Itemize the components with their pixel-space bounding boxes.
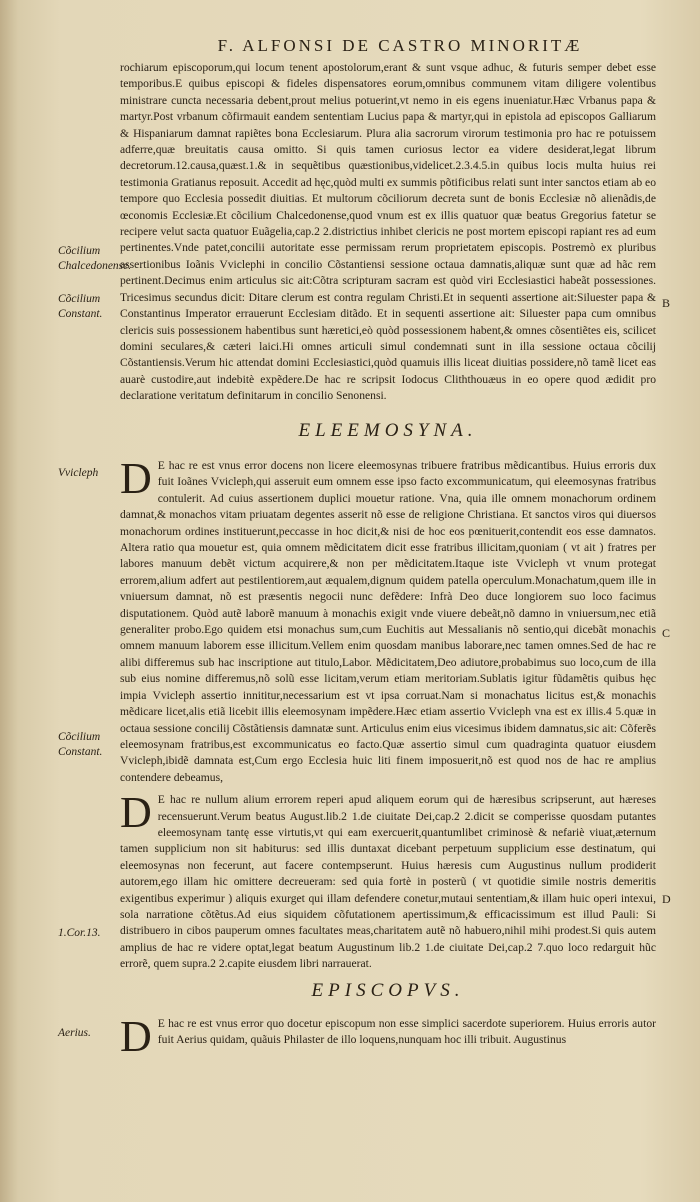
text-block-1 xyxy=(120,60,656,405)
drop-cap: D xyxy=(120,1012,152,1061)
margin-note-corinthians: 1.Cor.13. xyxy=(58,927,101,939)
drop-cap: D xyxy=(120,788,152,838)
margin-note-constant: Cõcilium Constant. xyxy=(58,293,103,320)
paragraph xyxy=(120,454,656,786)
margin-note-aerius: Aerius. xyxy=(58,1027,91,1039)
running-head: F. ALFONSI DE CASTRO MINORITÆ xyxy=(217,36,583,55)
paragraph-text: E hac re est vnus error quo docetur episcopum non esse simplici sacerdote superiorem. Huius erroris autor fuit Aerius quidam, quãuis Philaster de illo loquens,nunquam hoc illi tribuit. Augustinus xyxy=(157,1017,656,1047)
side-letter-b: B xyxy=(662,296,671,310)
paragraph-text: E hac re est vnus error docens non licere eleemosynas tribuere fratribus mẽdicantibus. Huius erroris dux fuit Ioãnes Vvicleph,qui asseruit eum omnem esse ipso facto excommunicatum, qui eleemosynas fratribus contulerit. Ad cuius assertionem duplici mouetur ratione. Vna, quia ille omnem monachorum ordinem damnat,& monachos vitam priuatam degentes asserit nõ esse de religione Christiana. Et sanctos viros qui diuersos monachorum ordines instituerunt,peccasse in hoc dicit,& nisi de hoc eos pœnituerit,contendit eos esse damnatos. Altera ratio qua mouetur est, quia omnem mẽdicitatem dicit esse fratribus illicitam,quoniam ( vt ait ) fratres per labores manuum debẽt victum acquirere,& non per mẽdicitatem.Itaque iste Vvicleph vt vnum protegat errorem,alium adfert aut pestilentiorem,aut æqualem,dignum quidem patella operculum.Monachatum,quem ille in vniuersum damnat, nõ est præsentis negocii nunc defẽdere: Infrà Deo duce longiorem suo loco facimus disputationem. Quòd autẽ laborẽ manuum à monachis exigit vnde viuere debeãt,nõ damno in vniuersum,nec etiã generaliter probo.Ego quidem etsi monachus sum,cum Euchitis aut Messalianis nõ sentio,qui dicebãt monachis omnem manuum laborem esse illicitum.Vellem enim quosdam manibus laborare,nec tamen omnes.Sed de hac re alibi differemus sub hac inscriptione aut titulo,Labor. Mẽdicitatem,Deo adiutore,probabimus suo loco,cum de illa sub eius nomine differemus,nõ solũ esse licitam,verum etiam meritoriam.Sublatis igitur fũdamẽtis quibus hęc impia Vvicleph assertio innititur,necessarium est vt ipsa corruat.Nam si monachatus licitus est,& monachis mẽdicare licet,alis etiã licebit illis eleemosynam impẽdere.Hæc etiam assertio Vvicleph vna est ex illis.4 5.quæ in octaua sessione concilij Cõstãtiensis damnatæ sunt. Articulus enim eius vicesimus ibidem damnatus,sic ait: Cõferẽs eleemosynam fratribus,est excommunicatus eo facto.Quæ assertio simul cum quadraginta quatuor eiusdem Vvicleph,ibidẽ damnata est,Cum ergo Ecclesia huic liti finem imposuerit,nõ est quod nos de hac re amplius contendere debeamus, xyxy=(120,459,656,784)
text-block-3 xyxy=(120,1012,656,1061)
paragraph: rochiarum episcoporum,qui locum tenent apostolorum,erant & sunt vsque adhuc, & futuris semper debet esse temporibus.E quibus episcopi & fideles dispensatores eorum,omnibus communem vitam diligere volentibus ministrare cuncta necessaria debent,prout melius potuerint,vt nemo in eis egens inueniatur.Hæc Vrbanus papa & martyr.Post vrbanum cõfirmauit eandem sententiam Lucius papa & martyr,qui in epistola ad episcopos Galliarum & Hispaniarum damnat rapiẽtes bona Ecclesiarum. Plura alia sacrorum virorum testimonia pro hac re potuissem adferre,quæ breuitatis causa omitto. Si quis tamen curiosus lector ea videre desiderat,legat librum decretorum.12.causa,quæst.1.& in sequẽtibus quæstionibus,videlicet.2.3.4.5.in quibus locis multa huius rei testimonia Gratianus reposuit. Accedit ad hęc,quòd multi ex summis põtificibus relati sunt inter sanctos etiam ab eo tempore quo Ecclesia possedit diuitias. Et multorum cõciliorum decreta sunt de bonis Ecclesiæ nõ alienãdis,de œconomis Ecclesiæ.Et cõcilium Chalcedonense,quod vnum est ex illis quatuor quæ beatus Gregorius fatetur se recipere velut sacta quatuor Euãgelia,cap.2 2.districtius inhibet clericis ne post mortem episcopi rapiant res ad eum pertinentes.Vnde patet,concilii autoritate esse permissam rerum proprietatem episcopis. Postremò ex pluribus assertionibus Ioãnis Vviclephi in concilio Cõstantiensi sessione octaua damnatis,aliquæ sunt quæ ad hãc rem pertinent.Decimus enim articulus sic ait:Cõtra scripturam sacram est quòd viri Ecclesiastici habeãt possessiones. Tricesimus secundus dicit: Ditare clerum est contra regulam Christi.Et in sequenti assertione ait:Siluester papa & Constantinus Imperator errauerunt Ecclesiam ditãdo. Et in sequenti assertione ait: Siluester papa cum omnibus clericis suis possessionem habentibus sunt hæretici,eò quòd possessionem habent,& omnes cõsentiẽtes eis, scilicet domini seculares,& cæteri laici.Hi omnes articuli simul condemnati sunt in illa sessione octaua cõcilij Cõstantiensis.Verum hic attendat domini Ecclesiastici,quòd quamuis illis liceat diuitias possidere,nõ tamẽ licet eas auarè custodire,aut indebitè expẽdere.De hac re scripsit Iodocus Cliththouæus in eo opere quod ædidit pro declaratione veritatum definitarum in concilio Senonensi. xyxy=(120,61,656,403)
paragraph-text: E hac re nullum alium errorem reperi apud aliquem eorum qui de hæresibus scripserunt, aut hæreses recensuerunt.Verum beatus August.lib.2 1.de ciuitate Dei,cap.2 2.dicit se comperisse quosdam putantes eleemosynam tantę esse virtutis,vt qui eam exercuerit,quantumlibet criminosè & nefariè viuat,æternum tamen supplicium non sit habiturus: sed illis duntaxat dicebant perpetuum supplicium esse destinatum, qui eleemosynas non fecerunt, aut facere contempserunt. Huius hæresis cum Augustinus nullum prodiderit autorem,ego illam hic omittere decreueram: sed quia fortè in posterũ ( vt quotidie simile nostris demeritis exigentibus experimur ) aliquis exurget qui illam defendere conetur,mutaui sententiam,& illam huic operi intexui, sola narratione cõtẽtus.Ad eius siquidem cõfutationem apertissimum,& efficacissimum est illud Pauli: Si distribuero in cibos pauperum omnes facultates meas,charitatem autẽ nõ habuero,nihil mihi prodest.Si quis autem amplius de hac re videre optat,legat beatum Augustinum lib.2 1.de ciuitate Dei,cap.2 7.quo loco redarguit hũc errorẽ, quem supra.2 2.capite eiusdem libri narrauerat. xyxy=(120,793,656,971)
section-heading-episcopus: EPISCOPVS. xyxy=(311,980,465,1001)
drop-cap: D xyxy=(120,454,152,503)
text-block-2 xyxy=(120,454,656,973)
section-heading-eleemosyna: ELEEMOSYNA. xyxy=(298,420,478,441)
side-letter-c: C xyxy=(662,626,671,640)
paragraph xyxy=(120,1012,656,1061)
side-letter-d: D xyxy=(662,892,671,906)
margin-note-vvicleph: Vvicleph xyxy=(58,467,99,479)
margin-note-constant-2: Cõcilium Constant. xyxy=(58,731,103,758)
paragraph xyxy=(120,788,656,972)
margin-note-chalcedon: Cõcilium Chalcedonense. xyxy=(58,245,132,272)
